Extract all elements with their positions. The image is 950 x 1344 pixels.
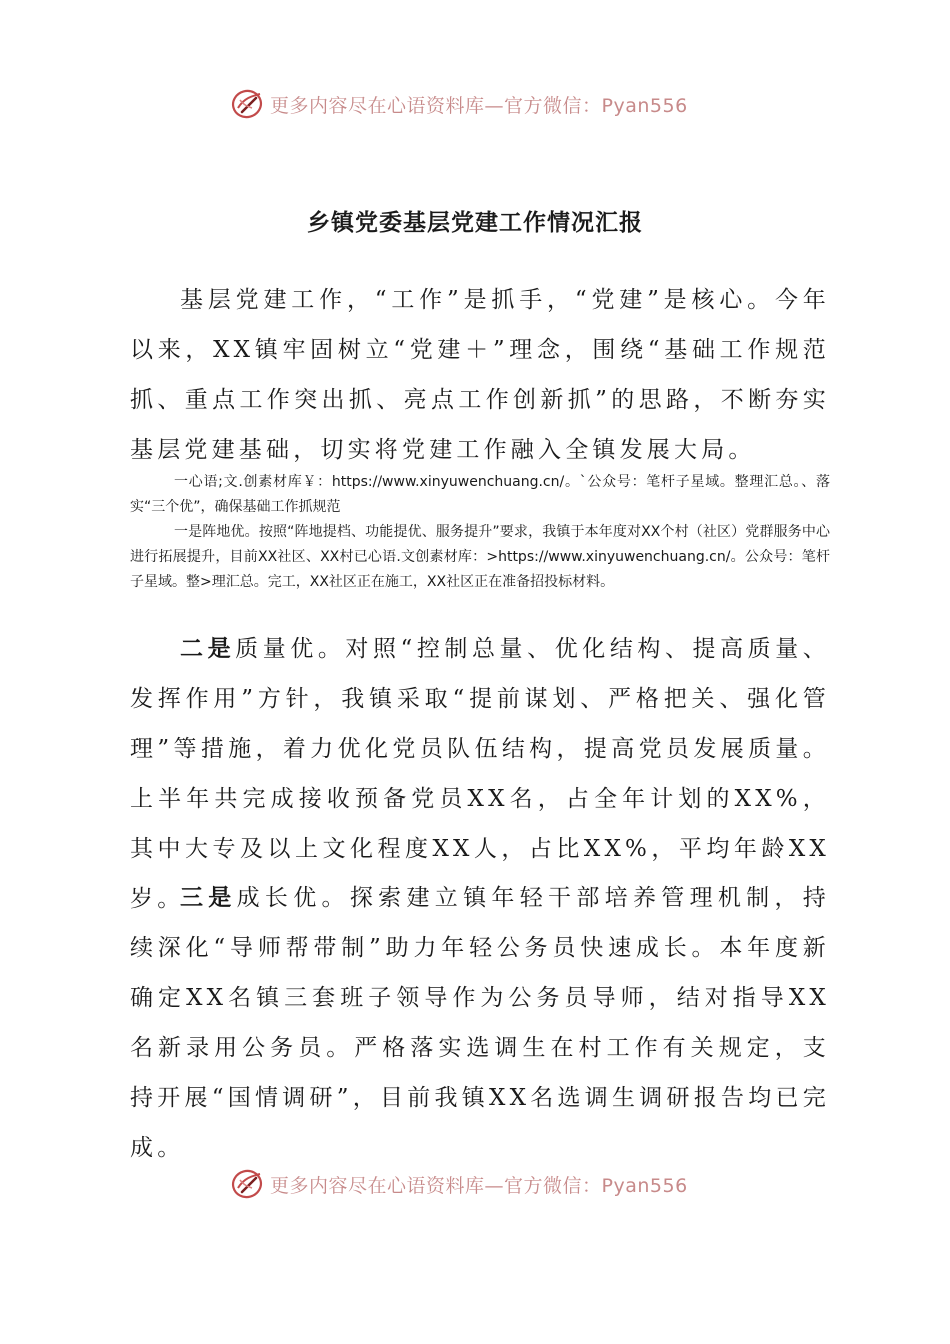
small-note-line-2: 一是阵地优。按照“阵地提档、功能提优、服务提升”要求，我镇于本年度对XX个村（社区）党群服务中心进行拓展提升，目前XX社区、XX村已心语.文创素材库：>https://www.xinyuwenchuang.cn/。公众号：笔杆子星域。整>理汇总。完工，XX社区正在施工，XX社区正在准备招投标材料。 — [130, 524, 830, 590]
quality-lead: 二是 — [180, 635, 236, 662]
growth-lead: 三是 — [180, 884, 237, 911]
banner-text: 更多内容尽在心语资料库—官方微信：Pyan556 — [270, 1174, 688, 1197]
banner-wechat-id: Pyan556 — [601, 1174, 688, 1197]
header-banner — [230, 84, 750, 124]
growth-body: 成长优。探索建立镇年轻干部培养管理机制，持续深化“导师帮带制”助力年轻公务员快速成长。本年度新确定XX名镇三套班子领导作为公务员导师，结对指导XX名新录用公务员。严格落实选调生在村工作有关规定，支持开展“国情调研”，目前我镇XX名选调生调研报告均已完成。 — [130, 885, 830, 1161]
brand-logo-icon — [230, 1166, 266, 1202]
small-note-paragraph — [130, 470, 830, 595]
brand-logo-icon — [230, 86, 266, 122]
banner-wechat-id: Pyan556 — [601, 94, 688, 117]
quality-body: 质量优。对照“控制总量、优化结构、提高质量、发挥作用”方针，我镇采取“提前谋划、严格把关、强化管理”等措施，着力优化党员队伍结构，提高党员发展质量。上半年共完成接收预备党员XX名，占全年计划的XX%，其中大专及以上文化程度XX人，占比XX%，平均年龄XX岁。 — [130, 636, 830, 912]
growth-paragraph — [130, 873, 830, 1173]
intro-paragraph: 基层党建工作，“工作”是抓手，“党建”是核心。今年以来，XX镇牢固树立“党建＋”理念，围绕“基础工作规范抓、重点工作突出抓、亮点工作创新抓”的思路，不断夯实基层党建基础，切实将党建工作融入全镇发展大局。 — [130, 287, 830, 463]
footer-banner — [230, 1164, 750, 1204]
small-note-line-1: 一心语;文.创素材库￥：https://www.xinyuwenchuang.cn/。`公众号：笔杆子星域。整理汇总。、落实“三个优”，确保基础工作抓规范 — [130, 474, 830, 515]
banner-text: 更多内容尽在心语资料库—官方微信：Pyan556 — [270, 94, 688, 117]
document-title: 乡镇党委基层党建工作情况汇报 — [307, 209, 643, 236]
